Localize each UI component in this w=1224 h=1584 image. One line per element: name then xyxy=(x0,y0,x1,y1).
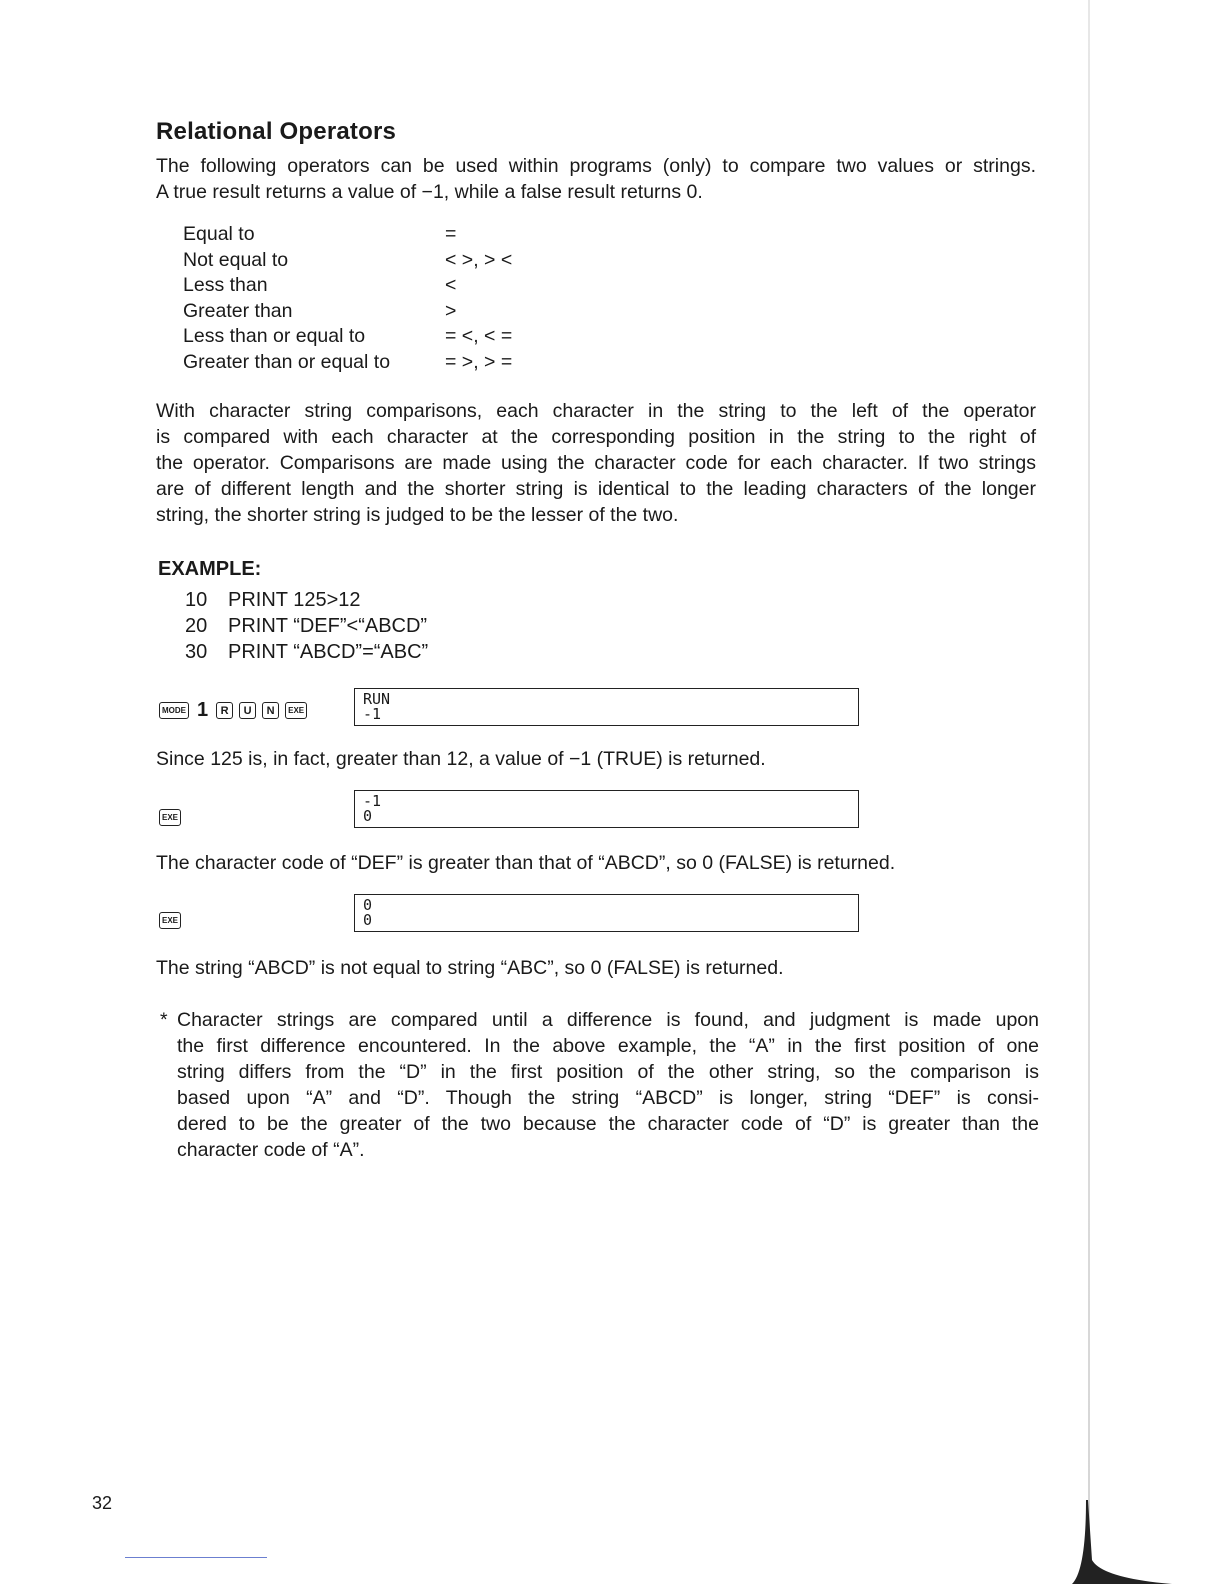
calculator-display xyxy=(354,790,859,828)
operator-symbol: < >, > < xyxy=(445,248,513,271)
result-explanation xyxy=(156,955,1036,981)
footnote-marker: * xyxy=(160,1009,168,1031)
intro-line: The following operators can be used within programs (only) to compare two values or strings. xyxy=(156,155,1036,177)
binding-shadow xyxy=(1072,1500,1172,1584)
footnote-line: dered to be the greater of the two because the character code of “D” is greater than the xyxy=(177,1113,1039,1135)
operator-row xyxy=(183,324,512,350)
line-number: 20 xyxy=(185,615,208,637)
operator-symbol: = <, < = xyxy=(445,325,513,347)
program-line xyxy=(185,639,428,665)
footnote-line: character code of “A”. xyxy=(177,1139,365,1161)
r-key-icon: R xyxy=(216,702,233,719)
line-number: 10 xyxy=(185,589,208,611)
operator-row xyxy=(183,273,512,299)
operator-name: Greater than xyxy=(183,299,293,322)
program-line xyxy=(185,587,428,613)
line-statement: PRINT “ABCD”=“ABC” xyxy=(228,641,429,663)
paragraph-line: string, the shorter string is judged to be the lesser of the two. xyxy=(156,504,679,526)
digit-key: 1 xyxy=(197,699,209,721)
operator-symbol: = >, > = xyxy=(445,350,513,373)
operator-row xyxy=(183,248,512,274)
result-text: Since 125 is, in fact, greater than 12, a value of −1 (TRUE) is returned. xyxy=(156,748,766,770)
binding-edge xyxy=(1088,0,1090,1584)
footer-rule xyxy=(125,1557,267,1558)
u-key-icon: U xyxy=(239,702,256,719)
footnote-line: Character strings are compared until a difference is found, and judgment is made upon xyxy=(177,1009,1039,1031)
footnote-line: string differs from the “D” in the first position of the other string, so the comparison is xyxy=(177,1061,1039,1083)
line-statement: PRINT 125>12 xyxy=(228,589,361,611)
operator-name: Not equal to xyxy=(183,248,289,271)
exe-step xyxy=(159,910,181,929)
line-statement: PRINT “DEF”<“ABCD” xyxy=(228,615,428,637)
example-heading: EXAMPLE: xyxy=(158,558,262,580)
string-comparison-paragraph xyxy=(156,398,1036,528)
operator-name: Less than xyxy=(183,274,268,296)
paragraph-line: is compared with each character at the corresponding position in the string to the right of xyxy=(156,426,1036,448)
operator-row xyxy=(183,350,512,376)
operator-name: Less than or equal to xyxy=(183,325,366,347)
operator-row xyxy=(183,222,512,248)
operator-row xyxy=(183,299,512,325)
line-number: 30 xyxy=(185,641,208,663)
display-line: -1 xyxy=(363,705,382,723)
n-key-icon: N xyxy=(262,702,279,719)
result-explanation xyxy=(156,746,1036,772)
calculator-display xyxy=(354,688,859,726)
calculator-display xyxy=(354,894,859,932)
operator-table xyxy=(183,222,512,375)
display-line: 0 xyxy=(363,896,373,914)
display-line: RUN xyxy=(363,690,391,708)
section-title: Relational Operators xyxy=(156,118,397,145)
exe-key-icon: EXE xyxy=(285,702,307,719)
display-line: 0 xyxy=(363,807,373,825)
exe-step xyxy=(159,807,181,826)
footnote-line: the first difference encountered. In the above example, the “A” in the first position of one xyxy=(177,1035,1039,1057)
intro-line: A true result returns a value of −1, while a false result returns 0. xyxy=(156,181,703,203)
display-line: 0 xyxy=(363,911,373,929)
key-sequence xyxy=(159,699,307,722)
intro-paragraph xyxy=(156,153,1036,205)
footnote-line: based upon “A” and “D”. Though the string “ABCD” is longer, string “DEF” is consi- xyxy=(177,1087,1039,1109)
operator-symbol: = xyxy=(445,223,457,245)
operator-name: Equal to xyxy=(183,223,255,245)
display-line: -1 xyxy=(363,792,382,810)
footnote-body xyxy=(177,1007,1039,1163)
exe-key-icon: EXE xyxy=(159,809,181,826)
operator-symbol: > xyxy=(445,299,457,322)
result-explanation xyxy=(156,850,1036,876)
paragraph-line: are of different length and the shorter string is identical to the leading characters of the longer xyxy=(156,478,1036,500)
result-text: The character code of “DEF” is greater than that of “ABCD”, so 0 (FALSE) is returned. xyxy=(156,852,896,874)
exe-key-icon: EXE xyxy=(159,912,181,929)
program-line xyxy=(185,613,428,639)
operator-symbol: < xyxy=(445,274,457,296)
paragraph-line: With character string comparisons, each character in the string to the left of the operator xyxy=(156,400,1036,422)
footnote xyxy=(160,1007,1039,1163)
result-text: The string “ABCD” is not equal to string “ABC”, so 0 (FALSE) is returned. xyxy=(156,957,784,979)
operator-name: Greater than or equal to xyxy=(183,350,391,373)
page-number: 32 xyxy=(92,1493,113,1513)
mode-key-icon: MODE xyxy=(159,702,189,719)
paragraph-line: the operator. Comparisons are made using the character code for each character. If two strings xyxy=(156,452,1036,474)
program-listing xyxy=(185,587,428,665)
